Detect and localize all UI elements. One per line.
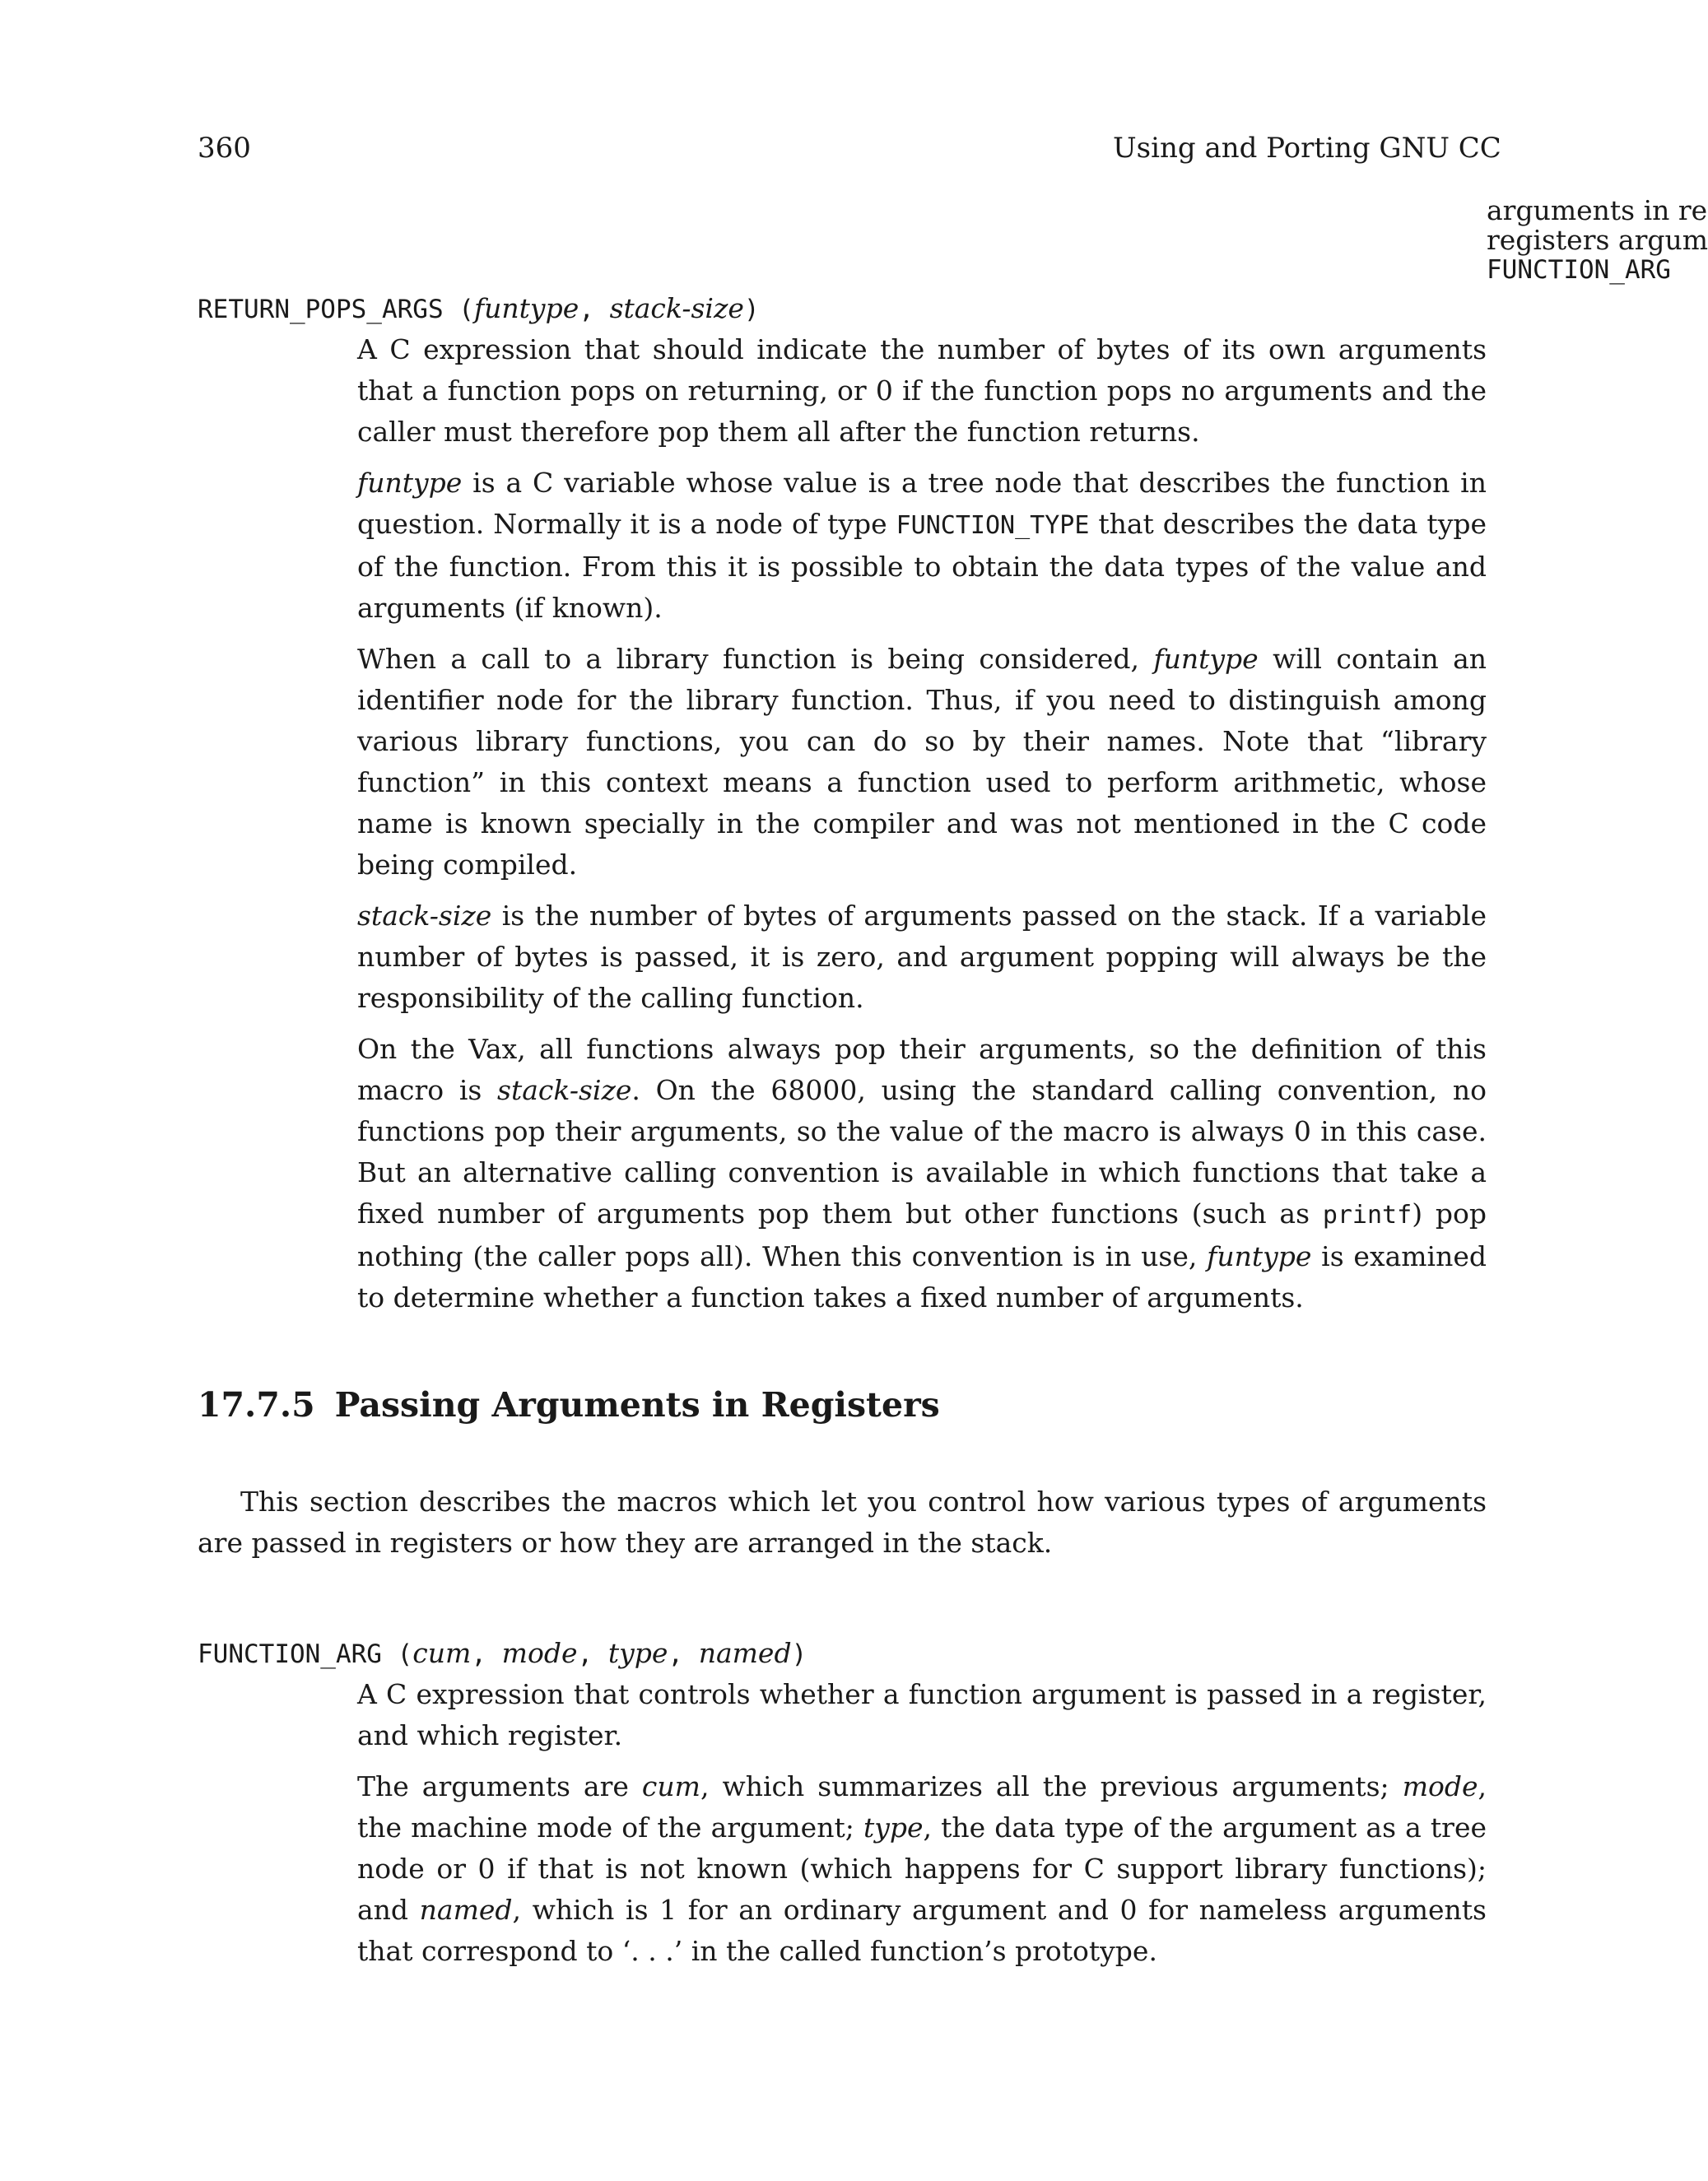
definition-body-function-arg bbox=[357, 1674, 1487, 1982]
definition-term-function-arg bbox=[198, 1636, 807, 1672]
var-ref: stack-size bbox=[497, 1074, 632, 1106]
paragraph: The arguments are cum, which summarizes all the previous arguments; mode, the machine mode of the argument; type, the data type of the argument as a tree node or 0 if that is not known (which happens for C support library functions); and named, which is 1 for an ordinary argument and 0 for nameless arguments that correspond to ‘. . .’ in the called function’s prototype. bbox=[357, 1770, 1487, 1967]
paragraph: A C expression that controls whether a function argument is passed in a register, and which register. bbox=[357, 1678, 1487, 1751]
var-ref: funtype bbox=[357, 467, 463, 499]
section-heading bbox=[198, 1384, 940, 1425]
margin-index-note bbox=[1487, 194, 1708, 285]
paragraph: stack-size is the number of bytes of arguments passed on the stack. If a variable number of bytes is passed, it is zero, and argument popping will always be the responsibility of the calling function. bbox=[357, 900, 1487, 1014]
var-ref: funtype bbox=[1153, 643, 1259, 675]
punct: , bbox=[577, 1639, 608, 1669]
macro-arg: stack-size bbox=[609, 292, 744, 324]
macro-name: RETURN_POPS_ARGS bbox=[198, 295, 444, 324]
macro-name: FUNCTION_ARG bbox=[198, 1639, 382, 1669]
punct: ( bbox=[381, 1639, 413, 1669]
paragraph: On the Vax, all functions always pop their arguments, so the definition of this macro is stack-size. On the 68000, using the standard calling convention, no functions pop their arguments, so the value of the macro is always 0 in this case. But an alternative calling convention is available in which functions that take a fixed number of arguments pop them but other functions (such as printf) pop nothing (the caller pops all). When this convention is in use, funtype is examined to determine whether a function takes a fixed number of arguments. bbox=[357, 1033, 1487, 1314]
macro-arg: funtype bbox=[473, 292, 579, 324]
section-number: 17.7.5 bbox=[198, 1385, 315, 1425]
code-ref: FUNCTION_TYPE bbox=[896, 511, 1090, 540]
margin-note-line: registers argum bbox=[1487, 224, 1708, 256]
section-intro: This section describes the macros which let you control how various types of arguments are passed in registers or how they are arranged in the stack. bbox=[198, 1486, 1487, 1559]
paragraph: A C expression that should indicate the number of bytes of its own arguments that a function pops on returning, or 0 if the function pops no arguments and the caller must therefore pop them all after the function returns. bbox=[357, 333, 1487, 448]
macro-arg: mode bbox=[501, 1637, 578, 1669]
definition-term-return-pops-args bbox=[198, 291, 760, 327]
var-ref: funtype bbox=[1207, 1240, 1312, 1272]
definition-body-return-pops-args bbox=[357, 329, 1487, 1328]
punct: , bbox=[471, 1639, 502, 1669]
margin-note-line: arguments in re bbox=[1487, 194, 1708, 226]
code-ref: printf bbox=[1322, 1201, 1412, 1230]
margin-note-line: FUNCTION_ARG bbox=[1487, 255, 1671, 285]
punct: ) bbox=[791, 1639, 807, 1669]
punct: ) bbox=[743, 295, 760, 324]
var-ref: type bbox=[863, 1811, 924, 1844]
macro-arg: type bbox=[607, 1637, 668, 1669]
punct: , bbox=[579, 295, 610, 324]
punct: , bbox=[668, 1639, 699, 1669]
macro-arg: named bbox=[698, 1637, 792, 1669]
running-title: Using and Porting GNU CC bbox=[1113, 132, 1501, 165]
paragraph: funtype is a C variable whose value is a tree node that describes the function in question. Normally it is a node of type FUNCTION_TYPE that describes the data type of the function. From this it is possible to obtain the data types of the value and arguments (if known). bbox=[357, 467, 1487, 624]
page-number: 360 bbox=[198, 132, 251, 165]
var-ref: stack-size bbox=[357, 900, 492, 932]
macro-arg: cum bbox=[412, 1637, 472, 1669]
var-ref: cum bbox=[641, 1770, 700, 1802]
var-ref: mode bbox=[1402, 1770, 1478, 1802]
var-ref: named bbox=[419, 1894, 513, 1926]
section-title: Passing Arguments in Registers bbox=[334, 1385, 940, 1425]
paragraph: When a call to a library function is being considered, funtype will contain an identifier node for the library function. Thus, if you need to distinguish among various library functions, you can do so by their names. Note that “library function” in this context means a function used to perform arithmetic, whose name is known specially in the compiler and was not mentioned in the C code being compiled. bbox=[357, 643, 1487, 881]
punct: ( bbox=[443, 295, 474, 324]
